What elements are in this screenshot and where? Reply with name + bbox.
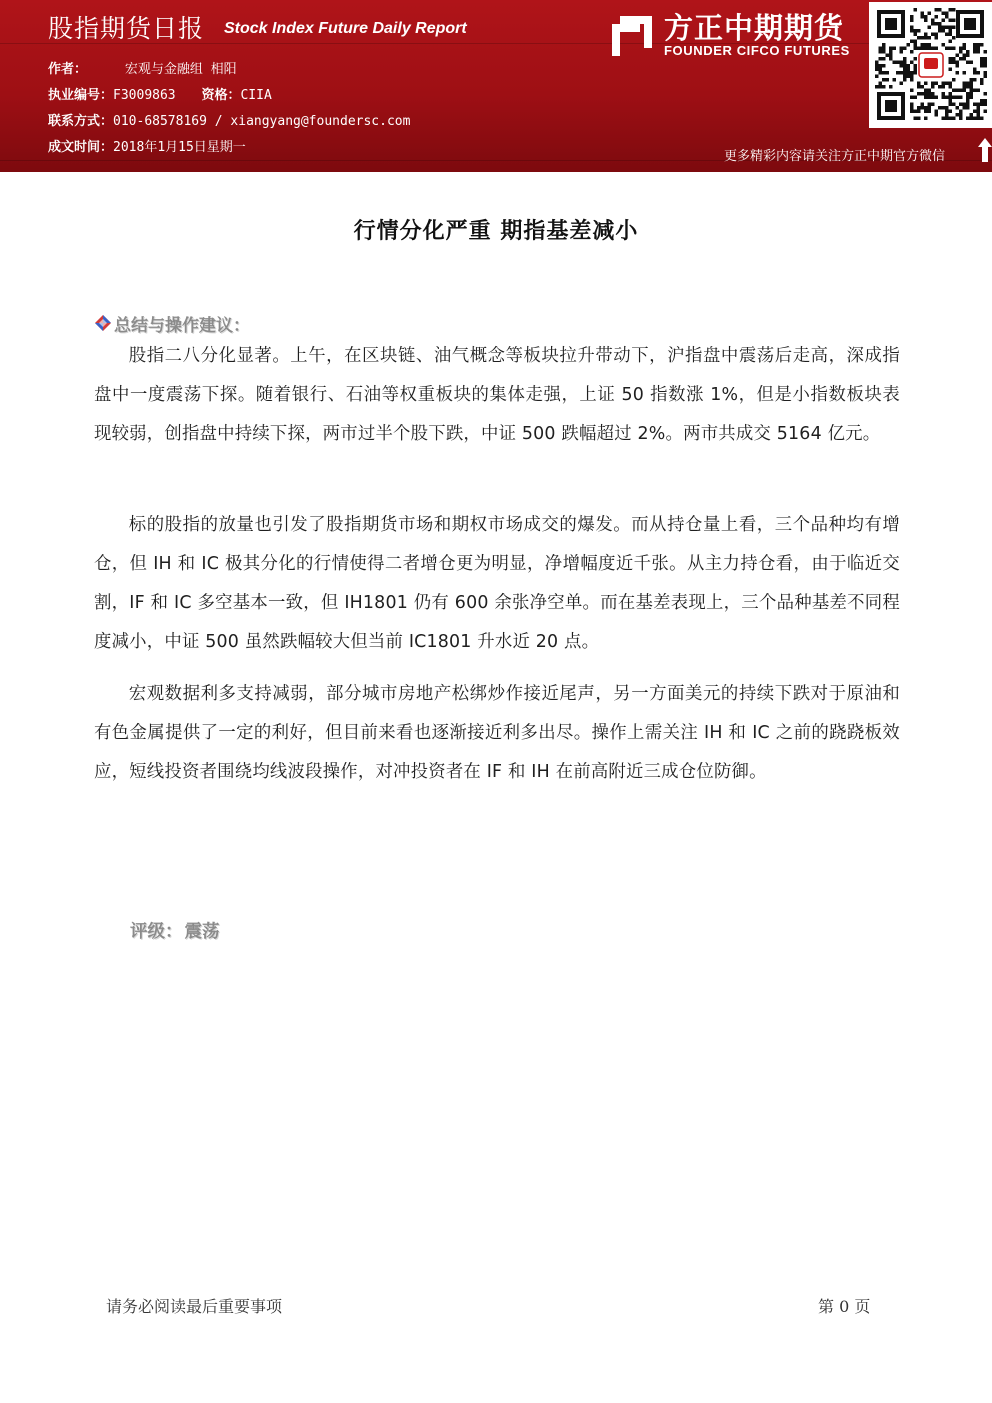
license-line	[48, 84, 272, 103]
date-value: 2018年1月15日星期一	[113, 140, 246, 155]
date-label: 成文时间：	[48, 140, 114, 155]
section-heading	[94, 310, 250, 336]
section-heading-text: 总结与操作建议：	[114, 315, 250, 336]
brand-name: 方正中期期货	[664, 11, 845, 45]
rating-value: 震荡	[184, 922, 220, 942]
qr-code-icon	[869, 2, 992, 128]
report-title-english: Stock Index Future Daily Report	[224, 20, 467, 37]
author-line	[48, 58, 237, 77]
license-label: 执业编号：	[48, 88, 114, 103]
author-value: 宏观与金融组 相阳	[124, 62, 237, 77]
report-title: 股指期货日报	[48, 14, 205, 43]
paragraph-futures-positions: 标的股指的放量也引发了股指期货市场和期权市场成交的爆发。而从持仓量上看，三个品种均有增仓，但 IH 和 IC 极其分化的行情使得二者增仓更为明显，净增幅度近千张。从主力持仓看，由于临近交割，IF 和 IC 多空基本一致，但 IH1801 仍有 600 余张净空单。而在基差表现上，三个品种基差不同程度减小，中证 500 虽然跌幅较大但当前 IC1801 升水近 20 点。	[94, 515, 900, 652]
up-arrow-icon	[978, 138, 992, 162]
date-line	[48, 136, 246, 155]
contact-value[interactable]: 010-68578169 / xiangyang@foundersc.com	[113, 114, 411, 129]
brand-name-english: FOUNDER CIFCO FUTURES	[664, 43, 850, 58]
article-title: 行情分化严重 期指基差减小	[353, 219, 639, 244]
report-header	[0, 0, 992, 172]
wechat-follow-note: 更多精彩内容请关注方正中期官方微信	[724, 149, 946, 164]
contact-label: 联系方式：	[48, 114, 114, 129]
footer-notice: 请务必阅读最后重要事项	[106, 1297, 283, 1316]
qualification-label: 资格：	[201, 88, 241, 103]
contact-line	[48, 110, 410, 129]
rating-label: 评级：	[130, 922, 183, 942]
page-number: 第 0 页	[818, 1297, 871, 1316]
author-label: 作者：	[48, 62, 88, 77]
diamond-bullet-icon	[94, 314, 112, 332]
license-value: F3009863	[113, 88, 176, 103]
paragraph-macro-strategy: 宏观数据利多支持减弱，部分城市房地产松绑炒作接近尾声，另一方面美元的持续下跌对于原油和有色金属提供了一定的利好，但目前来看也逐渐接近利多出尽。操作上需关注 IH 和 IC 之前的跷跷板效应，短线投资者围绕均线波段操作，对冲投资者在 IF 和 IH 在前高附近三成仓位防御。	[94, 684, 900, 782]
wechat-qr-code	[869, 2, 992, 128]
qualification-value: CIIA	[240, 88, 272, 103]
paragraph-market-summary: 股指二八分化显著。上午，在区块链、油气概念等板块拉升带动下，沪指盘中震荡后走高，深成指盘中一度震荡下探。随着银行、石油等权重板块的集体走强，上证 50 指数涨 1%，但是小指数板块表现较弱，创指盘中持续下探，两市过半个股下跌，中证 500 跌幅超过 2%。两市共成交 5164 亿元。	[94, 346, 900, 444]
rating	[130, 918, 220, 943]
founder-logo-icon	[610, 14, 654, 58]
